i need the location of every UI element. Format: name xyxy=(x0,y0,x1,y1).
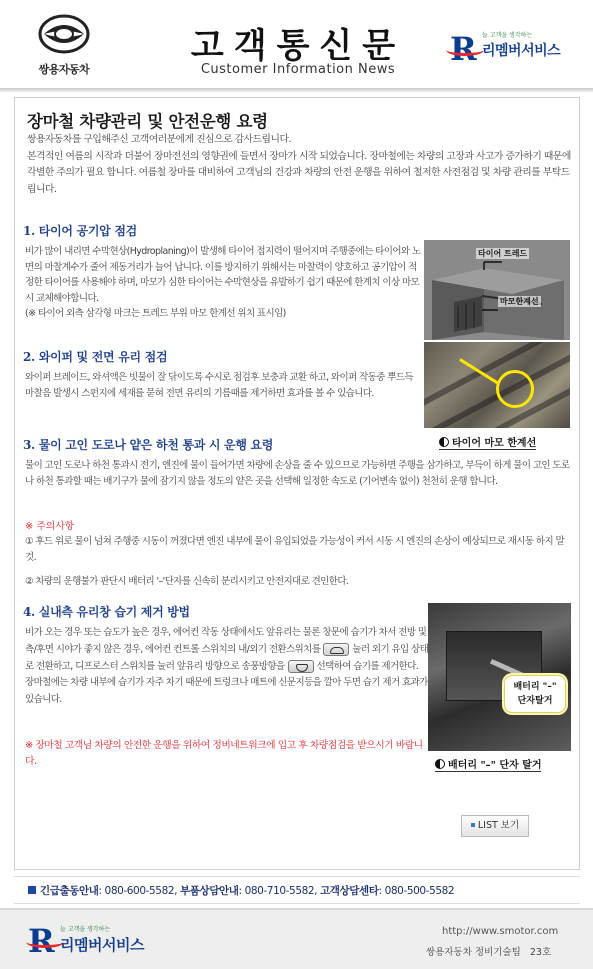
newsletter-title: 고객통신문 xyxy=(190,26,406,66)
footer-remember-service-logo xyxy=(26,920,166,960)
caution-item-2: ② 차량의 운행불가 판단시 배터리 '–'단자를 신속히 분리시키고 안전지대로 견인한다. xyxy=(25,576,349,587)
list-view-button[interactable] xyxy=(461,815,529,837)
wear-limit-label: 마모한계선 xyxy=(500,297,539,306)
section-body-defog xyxy=(25,625,429,709)
footer-service-name: 리멤버서비스 xyxy=(60,936,144,954)
half-circle-bullet-icon xyxy=(439,437,449,447)
battery-photo xyxy=(428,603,571,751)
footer-issue: 23호 xyxy=(529,947,552,958)
customer-center-number: 080-500-5582 xyxy=(384,885,455,897)
section-heading-wiper: 2. 와이퍼 및 전면 유리 점검 xyxy=(23,350,168,364)
battery-callout: 배터리 "–" 단자탈거 xyxy=(504,675,566,713)
section-heading-flooded-road: 3. 물이 고인 도로나 얕은 하천 통과 시 운행 요령 xyxy=(23,438,274,452)
parts-label: 부품상담안내 xyxy=(180,885,239,897)
swoosh-icon xyxy=(26,936,64,948)
article-title: 장마철 차량관리 및 안전운행 요령 xyxy=(27,112,268,131)
battery-caption xyxy=(435,756,541,772)
tire-wear-photo xyxy=(424,342,570,428)
newsletter-subtitle: Customer Information News xyxy=(200,62,396,77)
bullet-square-icon xyxy=(471,823,475,827)
footer-team xyxy=(426,944,551,958)
section-heading-tire: 1. 타이어 공기압 점검 xyxy=(23,224,137,238)
tread-label: 타이어 트레드 xyxy=(478,249,528,258)
final-note: ※ 장마철 고객님 차량의 안전한 운행을 위하여 정비네트워크에 입고 후 차량점검을 받으시기 바랍니다. xyxy=(25,740,423,767)
tire-wear-caption-text: 타이어 마모 한계선 xyxy=(452,438,537,449)
service-tagline: 늘 고객을 생각하는 xyxy=(482,32,533,39)
footer xyxy=(0,908,593,969)
article-intro: 쌍용자동차를 구입해주신 고객여러분에게 진심으로 감사드립니다. 본격적인 여름의 시작과 더불어 장마전선의 영향권에 들면서 장마가 시작 되었습니다. 장마철에는 차량의 고장과 사고가 증가하기 때문에 각별한 주의가 필요 합니다. 여름철 장마를 대비하여 고객님의 건강과 차량의 안전 운행을 위하여 철저한 사전점검 및 차량 관리를 부탁드립니다. xyxy=(27,134,571,195)
highlight-circle-icon xyxy=(496,370,534,408)
bullet-square-icon xyxy=(28,886,36,894)
defroster-button-icon xyxy=(288,660,314,673)
footer-service-tagline: 늘 고객을 생각하는 xyxy=(60,926,111,933)
footer-team-name: 쌍용자동차 정비기술팀 xyxy=(426,947,521,958)
tire-wear-caption xyxy=(439,434,536,450)
emergency-number: 080-600-5582 xyxy=(104,885,175,897)
half-circle-bullet-icon xyxy=(435,759,445,769)
section-heading-defog: 4. 실내측 유리창 습기 제거 방법 xyxy=(23,605,190,619)
ssangyong-logo xyxy=(16,14,112,78)
air-recirculation-button-icon xyxy=(323,643,349,656)
remember-r-icon: R xyxy=(450,30,477,68)
section-body-tire: 비가 많이 내리면 수막현상(Hydroplaning)이 발생해 타이어 접지력이 떨어지며 주행중에는 타이어와 노면의 마찰계수가 줄어 제동거리가 늘어 납니다. 이를 방지하기 위해서는 마찰력이 양호하고 공기압이 적정한 타이어를 사용해야 하며, 마모가 심한 타이어는 수막현상을 유발하기 쉽기 때문에 한계치 이상 마모 시 교체해야합니다. (※ 타이어 외측 삼각형 마크는 트레드 부위 마모 한계선 위치 표시임) xyxy=(25,246,421,319)
caution-item-1: ① 후드 위로 물이 넘쳐 주행중 시동이 꺼졌다면 엔진 내부에 물이 유입되었을 가능성이 커서 시동 시 엔진의 손상이 예상되므로 재시동 하지 말것. xyxy=(25,536,565,563)
section-body-wiper: 와이퍼 브레이드, 와셔액은 빗물이 잘 닦이도록 수시로 점검후 보충과 교환 하고, 와이퍼 작동중 뿌드득 마찰음 발생시 스펀지에 세재를 묻혀 전면 유리의 기름때를 제거하면 효과를 볼 수 있습니다. xyxy=(25,372,413,399)
article-box xyxy=(14,97,580,870)
parts-number: 080-710-5582 xyxy=(244,885,315,897)
defog-text-part3: 선택하여 습기를 제거한다. 장마철에는 차량 내부에 습기가 자주 차기 때문에 트렁크나 매트에 신문지등을 깔아 두면 습기 제거 효과가 있습니다. xyxy=(25,660,428,706)
contact-bar: 긴급출동안내: 080-600-5582, 부품상담안내: 080-710-5582, 고객상담센타: 080-500-5582 xyxy=(14,876,580,904)
footer-url[interactable]: http://www.smotor.com xyxy=(442,926,559,937)
customer-center-label: 고객상담센타 xyxy=(320,885,379,897)
swoosh-icon xyxy=(446,44,484,56)
defog-text-part2: 눌러 외기 유입 상태로 전환하고, 디프로스터 스위치를 눌러 앞유리 방향으로 송풍방향을 xyxy=(25,643,429,672)
header xyxy=(0,0,593,92)
defog-text-part1: 비가 오는 경우 또는 습도가 높은 경우, 에어컨 작동 상태에서도 앞유리는 물론 창문에 습기가 차서 전방 및 측/후면 시야가 좋지 않은 경우, 에어컨 컨트롤 스위치의 내/외기 전환스위치를 xyxy=(25,627,427,655)
emergency-label: 긴급출동안내 xyxy=(40,885,99,897)
caution-title: ※ 주의사항 xyxy=(25,521,75,532)
remember-r-icon: R xyxy=(28,922,55,960)
tire-tread-diagram xyxy=(424,240,570,340)
battery-caption-text: 배터리 "–" 단자 탈거 xyxy=(448,760,542,771)
service-name: 리멤버서비스 xyxy=(482,43,561,59)
ssangyong-emblem-icon xyxy=(38,14,90,54)
list-view-button-label: LIST 보기 xyxy=(477,820,520,831)
header-divider xyxy=(0,88,593,92)
brand-name: 쌍용자동차 xyxy=(38,63,90,76)
section-body-flooded-road: 물이 고인 도로나 하천 통과시 전기, 엔진에 물이 들어가면 차량에 손상을 줄 수 있으므로 가능하면 주행을 삼가하고, 부득이 하게 물이 고인 도로나 하천 통과할 때는 배기구가 물에 잠기지 않을 정도의 얕은 곳을 선택해 일정한 속도로 (기어변속 없이) 천천히 운행 합니다. xyxy=(25,460,570,487)
remember-service-logo xyxy=(446,24,580,68)
